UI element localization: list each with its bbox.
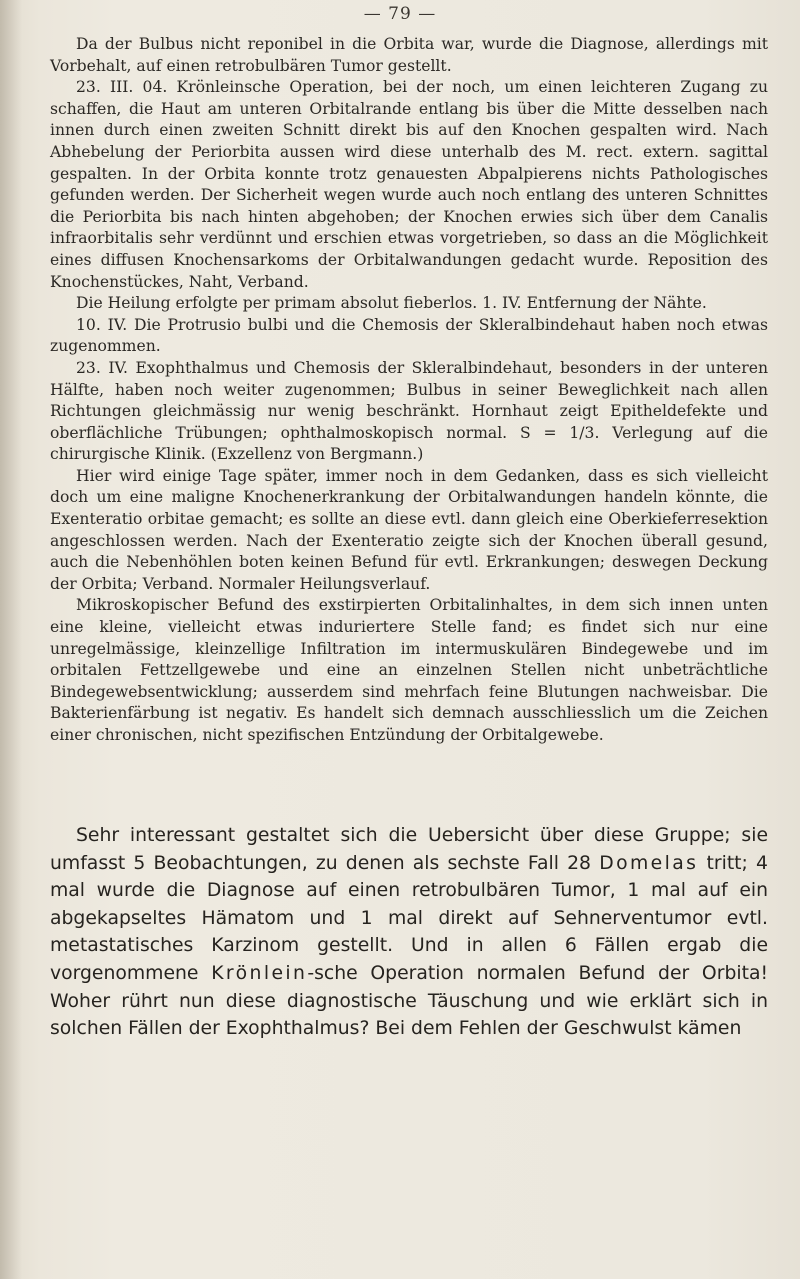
paragraph-microscopic: Mikroskopischer Befund des exstirpierten Orbitalinhaltes, in dem sich innen unten eine kleine, vielleicht etwas induriertere Stelle fand; es findet sich nur eine unregelmässige, kleinzellige Infiltration im intermuskulären Bindegewebe und im orbitalen Fettzellgewebe und eine an einzelnen Stellen nicht unbeträchtliche Bindegewebsentwicklung; ausserdem sind mehrfach feine Blutungen nachweisbar. Die Bakterienfärbung ist negativ. Es handelt sich demnach ausschliesslich um die Zeichen einer chronischen, nicht spezifischen Entzündung der Orbitalgewebe. [50, 596, 768, 744]
summary-text [50, 822, 768, 1043]
page-number: — 79 — [363, 4, 437, 24]
paragraph-healing: Die Heilung erfolgte per primam absolut fieberlos. 1. IV. Entfernung der Nähte. [76, 294, 707, 313]
author-name-kroenlein: Krönlein [211, 962, 308, 984]
paragraph-23-april: 23. IV. Exophthalmus und Chemosis der Skleralbindehaut, besonders in der unteren Hälfte, haben noch weiter zugenommen; Bulbus in seiner Beweglichkeit nach allen Richtungen gleichmässig nur wenig beschränkt. Hornhaut zeigt Epitheldefekte und oberflächliche Trübungen; ophthalmoskopisch normal. S = 1/3. Verlegung auf die chirurgische Klinik. (Exzellenz von Bergmann.) [50, 358, 768, 464]
body-text [50, 34, 768, 747]
summary-part-1: Sehr interessant gestaltet sich die Uebersicht über diese Gruppe; sie umfasst 5 Beobachtungen, zu denen als sechste Fall 28 [50, 825, 768, 874]
paragraph-diagnosis: Da der Bulbus nicht reponibel in die Orbita war, wurde die Diagnose, allerdings mit Vorbehalt, auf einen retrobulbären Tumor gestellt. [50, 35, 768, 75]
paragraph-summary: Sehr interessant gestaltet sich die Uebersicht über diese Gruppe; sie umfasst 5 Beobachtungen, zu denen als sechste Fall 28 Domelas tritt; 4 mal wurde die Diagnose auf einen retrobulbären Tumor, 1 mal auf ein abgekapseltes Hämatom und 1 mal direkt auf Sehnerventumor evtl. metastatisches Karzinom gestellt. Und in allen 6 Fällen ergab die vorgenommene Krönlein-sche Operation normalen Befund der Orbita! Woher rührt nun diese diagnostische Täuschung und wie erklärt sich in solchen Fällen der Exophthalmus? Bei dem Fehlen der Geschwulst kämen [50, 825, 768, 1040]
summary-part-2: tritt; 4 mal wurde die Diagnose auf einen retrobulbären Tumor, 1 mal auf ein abgekapseltes Hämatom und 1 mal direkt auf Sehnerventumor evtl. metastatisches Karzinom gestellt. Und in allen 6 Fällen ergab die vorgenommene [50, 852, 768, 984]
summary-part-3: sche Operation normalen Befund der Orbita! Woher rührt nun diese diagnostische Täuschung und wie erklärt sich in solchen Fällen der Exophthalmus? Bei dem Fehlen der Geschwulst kämen [50, 962, 768, 1040]
paragraph-exenteratio: Hier wird einige Tage später, immer noch in dem Gedanken, dass es sich vielleicht doch um eine maligne Knochenerkrankung der Orbitalwandungen handeln könnte, die Exenteratio orbitae gemacht; es sollte an diese evtl. dann gleich eine Oberkieferresektion angeschlossen werden. Nach der Exenteratio zeigte sich der Knochen überall gesund, auch die Nebenhöhlen boten keinen Befund für evtl. Erkrankungen; deswegen Deckung der Orbita; Verband. Normaler Heilungsverlauf. [50, 466, 768, 593]
paragraph-operation: 23. III. 04. Krönleinsche Operation, bei der noch, um einen leichteren Zugang zu schaffen, die Haut am unteren Orbitalrande entlang bis über die Mitte desselben nach innen durch einen zweiten Schnitt direkt bis auf den Knochen gespalten wird. Nach Abhebelung der Periorbita aussen wird diese unterhalb des M. rect. extern. sagittal gespalten. In der Orbita konnte trotz genauesten Abpalpierens nichts Pathologisches gefunden werden. Der Sicherheit wegen wurde auch noch entlang des unteren Schnittes die Periorbita bis nach hinten abgehoben; der Knochen erwies sich über dem Canalis infraorbitalis sehr verdünnt und erschien etwas vorgetrieben, so dass an die Möglichkeit eines diffusen Knochensarkoms der Orbitalwandungen gedacht wurde. Reposition des Knochenstückes, Naht, Verband. [50, 78, 768, 291]
paragraph-10-april: 10. IV. Die Protrusio bulbi und die Chemosis der Skleralbindehaut haben noch etwas zugenommen. [50, 315, 768, 356]
gutter-shadow [0, 0, 22, 1279]
author-name-domelas: Domelas [599, 852, 699, 874]
